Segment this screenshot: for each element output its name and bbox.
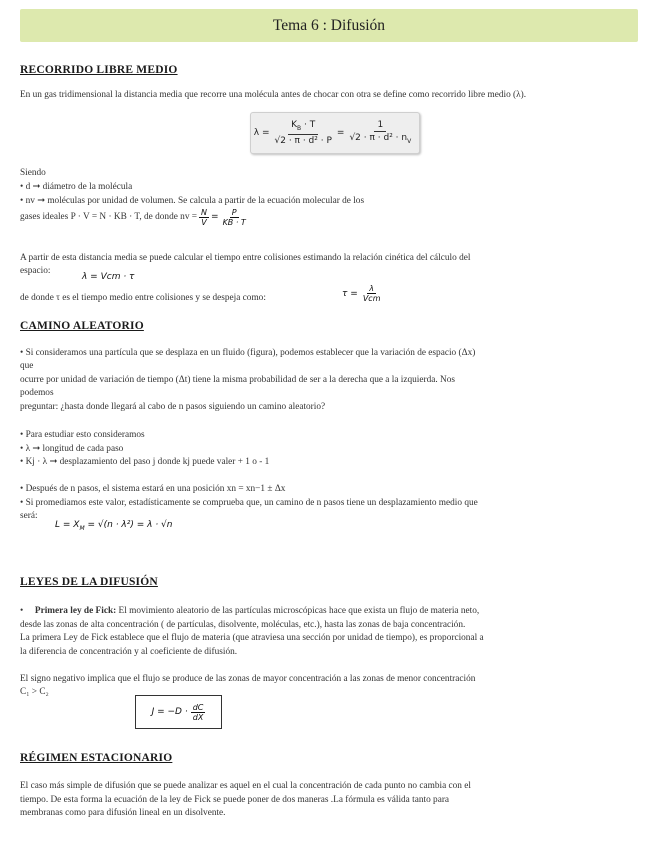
leyes-bullet: • xyxy=(20,606,24,616)
rw-lhs: L = X xyxy=(55,520,80,530)
nv-frac1-den: V xyxy=(201,218,207,227)
section-heading-recorrido: RECORRIDO LIBRE MEDIO xyxy=(20,64,178,76)
camino-line-10: • Si promediamos este valor, estadísticamente se comprueba que, un camino de n pasos tiene un desplazamiento medio que xyxy=(20,498,478,508)
siendo-label: Siendo xyxy=(20,168,46,178)
fick-den: dX xyxy=(192,712,204,722)
nv-frac2-den: KB · T xyxy=(222,218,246,227)
handwritten-lambda-eq: λ = Vcm · τ xyxy=(82,272,135,282)
tiempo-paragraph-espacio: espacio: xyxy=(20,266,51,276)
leyes-line-3: La primera Ley de Fick establece que el flujo de materia (que atraviesa una sección por unidad de tiempo), es proporcional a xyxy=(20,633,484,643)
tau-paragraph: de donde τ es el tiempo medio entre colisiones y se despeja como: xyxy=(20,293,266,303)
f1-num-rest: · T xyxy=(301,119,316,130)
bullet-nv: • nv ➞ moléculas por unidad de volumen. Se calcula a partir de la ecuación molecular de los xyxy=(20,196,365,206)
camino-line-3: ocurre por unidad de variación de tiempo (Δt) tiene la misma probabilidad de ser a la derecha que a la izquierda. Nos xyxy=(20,375,456,385)
rw-rest: = √(n · λ²) = λ · √n xyxy=(84,520,173,530)
camino-line-5: preguntar: ¿hasta donde llegará al cabo de n pasos siguiendo un camino aleatorio? xyxy=(20,402,326,412)
leyes-line-1-text: El movimiento aleatorio de las partículas microscópicas hace que exista un flujo de materia neto, xyxy=(116,606,480,616)
nv-frac2-num: P xyxy=(231,208,237,217)
nv-fraction-2 xyxy=(221,208,248,227)
regimen-line-2: tiempo. De esta forma la ecuación de la ley de Fick se puede poner de dos maneras .La fórmula es válida tanto para xyxy=(20,795,450,805)
formula-lhs: λ = xyxy=(253,128,270,138)
section-heading-regimen: RÉGIMEN ESTACIONARIO xyxy=(20,752,173,764)
formula-fraction-1 xyxy=(272,119,335,148)
tau-num: λ xyxy=(369,284,375,293)
handwritten-tau-eq xyxy=(342,284,383,303)
bullet-nv-line2 xyxy=(20,208,640,227)
f1-num: K xyxy=(291,119,298,130)
formula-mean-free-path xyxy=(250,112,420,154)
section-heading-camino: CAMINO ALEATORIO xyxy=(20,320,144,332)
f1-num-sub: B xyxy=(297,124,302,132)
f2-den: √2 · π · d² · n xyxy=(349,132,408,143)
f2-num: 1 xyxy=(374,119,386,132)
tau-lhs: τ = xyxy=(342,288,358,299)
camino-line-4: podemos xyxy=(20,388,54,398)
tiempo-paragraph: A partir de esta distancia media se puede calcular el tiempo entre colisiones estimando la relación cinética del cálculo del xyxy=(20,253,471,263)
camino-line-11: será: xyxy=(20,511,38,521)
leyes-line-5: El signo negativo implica que el flujo se produce de las zonas de mayor concentración a las zonas de menor concentración xyxy=(20,674,476,684)
handwritten-random-walk xyxy=(55,520,173,532)
tau-den: Vcm xyxy=(362,294,381,303)
fick-num: dC xyxy=(192,702,204,712)
page-title: Tema 6 : Difusión xyxy=(272,16,386,34)
page-title-banner xyxy=(20,9,638,42)
leyes-line-4: la diferencia de concentración y al coeficiente de difusión. xyxy=(20,647,238,657)
camino-line-7: • λ ➞ longitud de cada paso xyxy=(20,444,124,454)
camino-line-1: • Si consideramos una partícula que se desplaza en un fluido (figura), podemos establecer que la variación de espacio (Δx) xyxy=(20,348,476,358)
bullet-d: • d ➞ diámetro de la molécula xyxy=(20,182,133,192)
fick-lhs: J = −D · xyxy=(151,707,188,717)
fick-law-formula-box xyxy=(135,695,222,729)
rw-sub: M xyxy=(79,524,85,532)
nv-frac1-num: N xyxy=(201,208,208,217)
regimen-line-3: membranas como para difusión lineal en un disolvente. xyxy=(20,808,226,818)
leyes-line-1 xyxy=(20,605,640,618)
regimen-line-1: El caso más simple de difusión que se puede analizar es aquel en el cual la concentración de cada punto no cambia con el xyxy=(20,781,471,791)
camino-line-2: que xyxy=(20,361,34,371)
leyes-line-6: C₁ > C₂ xyxy=(20,687,49,697)
fick-fraction xyxy=(191,703,206,722)
camino-line-6: • Para estudiar esto consideramos xyxy=(20,430,145,440)
formula-eq: = xyxy=(336,128,345,138)
camino-line-9: • Después de n pasos, el sistema estará en una posición xn = xn−1 ± Δx xyxy=(20,484,286,494)
nv-eq: = xyxy=(211,212,219,223)
leyes-line-2: desde las zonas de alta concentración ( de partículas, disolvente, moléculas, etc.), hasta las zonas de baja concentración. xyxy=(20,620,466,630)
f1-den: √2 · π · d² · P xyxy=(274,136,332,147)
camino-line-8: • Kj · λ ➞ desplazamiento del paso j donde kj puede valer + 1 o - 1 xyxy=(20,457,270,467)
nv-text: gases ideales P · V = N · KB · T, de donde nv = xyxy=(20,212,198,223)
f2-den-sub: V xyxy=(407,137,412,145)
nv-fraction-1 xyxy=(199,208,209,227)
fick-law-label: Primera ley de Fick: xyxy=(34,606,117,616)
recorrido-intro: En un gas tridimensional la distancia media que recorre una molécula antes de chocar con otra se define como recorrido libre medio (λ). xyxy=(20,90,527,100)
section-heading-leyes: LEYES DE LA DIFUSIÓN xyxy=(20,576,158,588)
tau-fraction xyxy=(361,284,383,303)
formula-fraction-2 xyxy=(346,119,414,148)
